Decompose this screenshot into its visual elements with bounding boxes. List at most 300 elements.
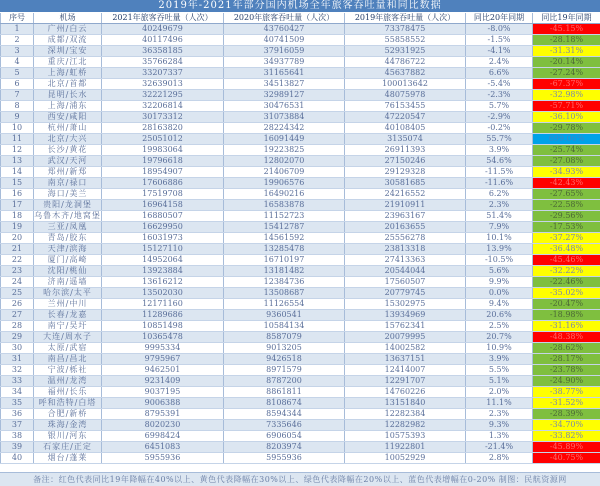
change-vs-2020: -21.4% [466,442,533,453]
header-index: 序号 [1,13,34,24]
table-row [1,134,600,145]
passengers-2020: 43760427 [224,24,345,35]
airport-name: 宁波/栎社 [34,365,102,376]
table-row [1,35,600,46]
passengers-2019: 17560507 [345,277,466,288]
header-2020: 2020年旅客吞吐量（人次） [224,13,345,24]
change-vs-2019: -18.98% [533,310,600,321]
change-vs-2019: -31.31% [533,46,600,57]
passengers-2021: 32639013 [102,79,224,90]
change-vs-2020: -0.2% [466,123,533,134]
airport-name: 武汉/天河 [34,156,102,167]
change-vs-2020: 20.6% [466,310,533,321]
change-vs-2020: 3.9% [466,145,533,156]
row-index: 28 [1,321,34,332]
table-row [1,233,600,244]
change-vs-2020: -2.9% [466,112,533,123]
passengers-2019: 13934969 [345,310,466,321]
change-vs-2019: -24.90% [533,376,600,387]
change-vs-2019: -38.77% [533,387,600,398]
passengers-2021: 16629950 [102,222,224,233]
row-index: 6 [1,79,34,90]
change-vs-2020: 3.9% [466,354,533,365]
change-vs-2019: -35.02% [533,288,600,299]
change-vs-2019: -36.48% [533,244,600,255]
change-vs-2020: 6.2% [466,189,533,200]
passengers-2020: 28224342 [224,123,345,134]
passengers-2020: 16490216 [224,189,345,200]
passengers-2021: 18954907 [102,167,224,178]
passengers-2020: 13285478 [224,244,345,255]
passengers-2020: 16710197 [224,255,345,266]
change-vs-2020: 9.3% [466,420,533,431]
change-vs-2019: -20.14% [533,57,600,68]
row-index: 13 [1,156,34,167]
footnote: 备注：红色代表同比19年降幅在40%以上、黄色代表降幅在30%以上、绿色代表降幅在20%以上、蓝色代表增幅在0-20% 制图：民航资源网 [0,472,600,486]
passengers-2021: 11289686 [102,310,224,321]
table-row [1,101,600,112]
change-vs-2020: 54.6% [466,156,533,167]
header-airport: 机场 [34,13,102,24]
table-row [1,24,600,35]
change-vs-2020: 2.0% [466,387,533,398]
row-index: 38 [1,431,34,442]
change-vs-2020: 5.1% [466,376,533,387]
change-vs-2019: -23.78% [533,365,600,376]
header-vs-2019: 同比19年同期 [533,13,600,24]
row-index: 18 [1,211,34,222]
change-vs-2019: -25.74% [533,145,600,156]
change-vs-2020: 2.3% [466,409,533,420]
airport-name: 南宁/吴圩 [34,321,102,332]
passengers-2020: 6906054 [224,431,345,442]
passengers-2021: 6998424 [102,431,224,442]
passengers-2019: 23813318 [345,244,466,255]
change-vs-2020: 1.3% [466,431,533,442]
change-vs-2019: -29.56% [533,211,600,222]
passengers-2019: 47220547 [345,112,466,123]
table-row [1,156,600,167]
change-vs-2019: -32.22% [533,266,600,277]
passengers-2020: 11152723 [224,211,345,222]
table-row [1,123,600,134]
row-index: 5 [1,68,34,79]
change-vs-2020: -2.3% [466,90,533,101]
passengers-2019: 20079995 [345,332,466,343]
passengers-2021: 5955936 [102,453,224,464]
passengers-2020: 8594344 [224,409,345,420]
change-vs-2020: 11.1% [466,398,533,409]
passengers-2019: 15302975 [345,299,466,310]
row-index: 15 [1,178,34,189]
row-index: 21 [1,244,34,255]
passengers-2019: 3135074 [345,134,466,145]
passengers-2020: 15412787 [224,222,345,233]
passengers-2021: 6451083 [102,442,224,453]
airport-name: 呼和浩特/白塔 [34,398,102,409]
passengers-2019: 30581685 [345,178,466,189]
change-vs-2020: 20.7% [466,332,533,343]
row-index: 33 [1,376,34,387]
row-index: 17 [1,200,34,211]
passengers-2021: 32221295 [102,90,224,101]
passengers-2020: 12802070 [224,156,345,167]
change-vs-2019: -27.65% [533,189,600,200]
passengers-2020: 8971579 [224,365,345,376]
change-vs-2019: -67.37% [533,79,600,90]
change-vs-2019: -34.70% [533,420,600,431]
airport-name: 北京/大兴 [34,134,102,145]
change-vs-2019: 699.06% [533,134,600,145]
row-index: 16 [1,189,34,200]
passengers-2021: 9231409 [102,376,224,387]
passengers-2019: 21910911 [345,200,466,211]
row-index: 12 [1,145,34,156]
airport-name: 厦门/高崎 [34,255,102,266]
row-index: 24 [1,277,34,288]
change-vs-2019: -42.43% [533,178,600,189]
row-index: 8 [1,101,34,112]
airport-name: 兰州/中川 [34,299,102,310]
passengers-2019: 11922801 [345,442,466,453]
table-row [1,420,600,431]
header-row [1,13,600,24]
table-row [1,79,600,90]
passengers-2019: 14760226 [345,387,466,398]
change-vs-2020: 9.4% [466,299,533,310]
airport-name: 太原/武宿 [34,343,102,354]
row-index: 22 [1,255,34,266]
row-index: 23 [1,266,34,277]
passengers-2021: 9037195 [102,387,224,398]
row-index: 10 [1,123,34,134]
change-vs-2020: 10.9% [466,343,533,354]
passengers-2021: 10851498 [102,321,224,332]
passengers-2020: 37916059 [224,46,345,57]
airport-name: 南京/禄口 [34,178,102,189]
passengers-2020: 9360541 [224,310,345,321]
table-row [1,310,600,321]
passengers-2021: 28163820 [102,123,224,134]
airport-name: 深圳/宝安 [34,46,102,57]
table-row [1,244,600,255]
table-row [1,112,600,123]
change-vs-2019: -28.18% [533,35,600,46]
table-row [1,453,600,464]
change-vs-2019: -36.10% [533,112,600,123]
passengers-2021: 40117496 [102,35,224,46]
airport-name: 温州/龙湾 [34,376,102,387]
airport-name: 沈阳/桃仙 [34,266,102,277]
passengers-2021: 13923884 [102,266,224,277]
table-row [1,211,600,222]
passengers-2021: 35766284 [102,57,224,68]
row-index: 34 [1,387,34,398]
change-vs-2019: -22.58% [533,200,600,211]
airport-name: 广州/白云 [34,24,102,35]
change-vs-2020: 51.4% [466,211,533,222]
passengers-2021: 9995334 [102,343,224,354]
header-2021: 2021年旅客吞吐量（人次） [102,13,224,24]
row-index: 11 [1,134,34,145]
table-row [1,189,600,200]
change-vs-2019: -34.93% [533,167,600,178]
change-vs-2020: 5.7% [466,101,533,112]
airport-name: 南昌/昌北 [34,354,102,365]
passengers-2019: 26911393 [345,145,466,156]
passengers-2019: 10052929 [345,453,466,464]
change-vs-2020: 2.5% [466,321,533,332]
change-vs-2020: 13.9% [466,244,533,255]
table-row [1,398,600,409]
airport-name: 大连/周水子 [34,332,102,343]
change-vs-2019: -45.15% [533,24,600,35]
change-vs-2020: -1.5% [466,35,533,46]
passengers-2021: 19796618 [102,156,224,167]
table-row [1,68,600,79]
row-index: 26 [1,299,34,310]
passengers-2020: 10584134 [224,321,345,332]
table-row [1,299,600,310]
change-vs-2019: -45.46% [533,255,600,266]
passengers-2020: 13181482 [224,266,345,277]
passengers-2019: 20544044 [345,266,466,277]
passengers-2020: 5955936 [224,453,345,464]
change-vs-2020: 2.8% [466,453,533,464]
airport-name: 乌鲁木齐/地窝堡 [34,211,102,222]
change-vs-2019: -28.39% [533,409,600,420]
change-vs-2019: -31.16% [533,321,600,332]
passengers-2019: 52931925 [345,46,466,57]
passengers-2020: 8587079 [224,332,345,343]
table-row [1,288,600,299]
passengers-2019: 48075978 [345,90,466,101]
passengers-2021: 30173312 [102,112,224,123]
passengers-2019: 12282384 [345,409,466,420]
passengers-2020: 32989127 [224,90,345,101]
passengers-2021: 12171160 [102,299,224,310]
airport-name: 济南/遥墙 [34,277,102,288]
passengers-2021: 25051012 [102,134,224,145]
passengers-2020: 21406709 [224,167,345,178]
table-row [1,387,600,398]
change-vs-2020: 2.4% [466,57,533,68]
passengers-2019: 14002582 [345,343,466,354]
airport-name: 重庆/江北 [34,57,102,68]
airport-name: 海口/美兰 [34,189,102,200]
row-index: 19 [1,222,34,233]
passengers-2019: 44786722 [345,57,466,68]
passengers-2020: 40741509 [224,35,345,46]
row-index: 20 [1,233,34,244]
airport-name: 石家庄/正定 [34,442,102,453]
row-index: 14 [1,167,34,178]
passengers-2021: 13502030 [102,288,224,299]
airport-name: 长春/龙嘉 [34,310,102,321]
table-row [1,167,600,178]
change-vs-2020: 2.3% [466,200,533,211]
table-row [1,431,600,442]
change-vs-2020: 10.1% [466,233,533,244]
row-index: 2 [1,35,34,46]
passengers-2019: 73378475 [345,24,466,35]
change-vs-2019: -28.62% [533,343,600,354]
passengers-2021: 33207337 [102,68,224,79]
table-row [1,255,600,266]
passengers-2020: 19223825 [224,145,345,156]
passengers-2021: 17606886 [102,178,224,189]
passengers-2020: 13508687 [224,288,345,299]
passengers-2021: 14952064 [102,255,224,266]
table-row [1,57,600,68]
passengers-2019: 23963167 [345,211,466,222]
airport-name: 珠海/金湾 [34,420,102,431]
passengers-2020: 31165641 [224,68,345,79]
row-index: 27 [1,310,34,321]
passengers-2021: 40249679 [102,24,224,35]
change-vs-2020: -5.4% [466,79,533,90]
passengers-2019: 20779745 [345,288,466,299]
table-row [1,332,600,343]
passengers-2021: 36358185 [102,46,224,57]
row-index: 32 [1,365,34,376]
airport-name: 上海/虹桥 [34,68,102,79]
passengers-2019: 55858552 [345,35,466,46]
header-2019: 2019年旅客吞吐量（人次） [345,13,466,24]
passengers-2019: 27150246 [345,156,466,167]
passengers-2019: 45637882 [345,68,466,79]
passengers-2020: 19906576 [224,178,345,189]
passengers-2020: 34513827 [224,79,345,90]
change-vs-2019: -32.98% [533,90,600,101]
row-index: 3 [1,46,34,57]
row-index: 25 [1,288,34,299]
table-row [1,46,600,57]
table-row [1,90,600,101]
row-index: 7 [1,90,34,101]
row-index: 30 [1,343,34,354]
passengers-2021: 9795967 [102,354,224,365]
passengers-2020: 8108674 [224,398,345,409]
table-row [1,376,600,387]
table-body [1,24,600,464]
passengers-2021: 10365478 [102,332,224,343]
row-index: 35 [1,398,34,409]
passengers-2021: 16031973 [102,233,224,244]
table-row [1,266,600,277]
airport-name: 杭州/萧山 [34,123,102,134]
passengers-2020: 30476531 [224,101,345,112]
airport-name: 成都/双流 [34,35,102,46]
passengers-2020: 8787200 [224,376,345,387]
passengers-2020: 8203974 [224,442,345,453]
passengers-2020: 8861811 [224,387,345,398]
passengers-2019: 25556278 [345,233,466,244]
airport-name: 西安/咸阳 [34,112,102,123]
change-vs-2020: 55.7% [466,134,533,145]
passengers-2021: 16880507 [102,211,224,222]
passengers-2019: 10575393 [345,431,466,442]
change-vs-2020: 6.6% [466,68,533,79]
change-vs-2019: -17.53% [533,222,600,233]
change-vs-2020: 7.9% [466,222,533,233]
passengers-2019: 20163655 [345,222,466,233]
passengers-2021: 8020230 [102,420,224,431]
row-index: 31 [1,354,34,365]
passengers-2021: 9006388 [102,398,224,409]
table-row [1,222,600,233]
passengers-2020: 16091449 [224,134,345,145]
change-vs-2020: -10.5% [466,255,533,266]
table-row [1,277,600,288]
table-row [1,365,600,376]
change-vs-2019: -29.78% [533,123,600,134]
table-row [1,145,600,156]
passengers-2021: 32206814 [102,101,224,112]
passengers-2019: 13151840 [345,398,466,409]
passengers-2019: 12414007 [345,365,466,376]
passengers-2020: 34937789 [224,57,345,68]
row-index: 4 [1,57,34,68]
header-vs-2020: 同比20年同期 [466,13,533,24]
passengers-2021: 9462501 [102,365,224,376]
change-vs-2019: -45.89% [533,442,600,453]
passengers-2021: 13616212 [102,277,224,288]
change-vs-2019: -33.82% [533,431,600,442]
airport-name: 合肥/新桥 [34,409,102,420]
change-vs-2020: -11.6% [466,178,533,189]
airport-name: 天津/滨海 [34,244,102,255]
passengers-2019: 12282982 [345,420,466,431]
passengers-2021: 19983064 [102,145,224,156]
passengers-2020: 11126554 [224,299,345,310]
passengers-2020: 9013205 [224,343,345,354]
change-vs-2020: 9.9% [466,277,533,288]
passengers-2020: 9426518 [224,354,345,365]
change-vs-2019: -31.52% [533,398,600,409]
change-vs-2019: -48.38% [533,332,600,343]
row-index: 9 [1,112,34,123]
row-index: 37 [1,420,34,431]
change-vs-2019: -37.27% [533,233,600,244]
passengers-2019: 15762341 [345,321,466,332]
change-vs-2019: -27.08% [533,156,600,167]
change-vs-2020: 0.0% [466,288,533,299]
change-vs-2019: -20.47% [533,299,600,310]
change-vs-2019: -27.24% [533,68,600,79]
passengers-2019: 100013642 [345,79,466,90]
change-vs-2019: -57.71% [533,101,600,112]
airport-name: 贵阳/龙洞堡 [34,200,102,211]
airport-name: 长沙/黄花 [34,145,102,156]
table-row [1,343,600,354]
passengers-2021: 15127110 [102,244,224,255]
airport-name: 三亚/凤凰 [34,222,102,233]
change-vs-2020: -11.5% [466,167,533,178]
change-vs-2020: -8.0% [466,24,533,35]
change-vs-2020: 5.6% [466,266,533,277]
row-index: 29 [1,332,34,343]
passengers-2020: 14561592 [224,233,345,244]
passengers-2019: 13637151 [345,354,466,365]
change-vs-2020: 5.5% [466,365,533,376]
change-vs-2019: -40.75% [533,453,600,464]
row-index: 40 [1,453,34,464]
table-row [1,442,600,453]
passengers-2020: 31073884 [224,112,345,123]
passengers-2020: 16583878 [224,200,345,211]
airport-name: 郑州/新郑 [34,167,102,178]
